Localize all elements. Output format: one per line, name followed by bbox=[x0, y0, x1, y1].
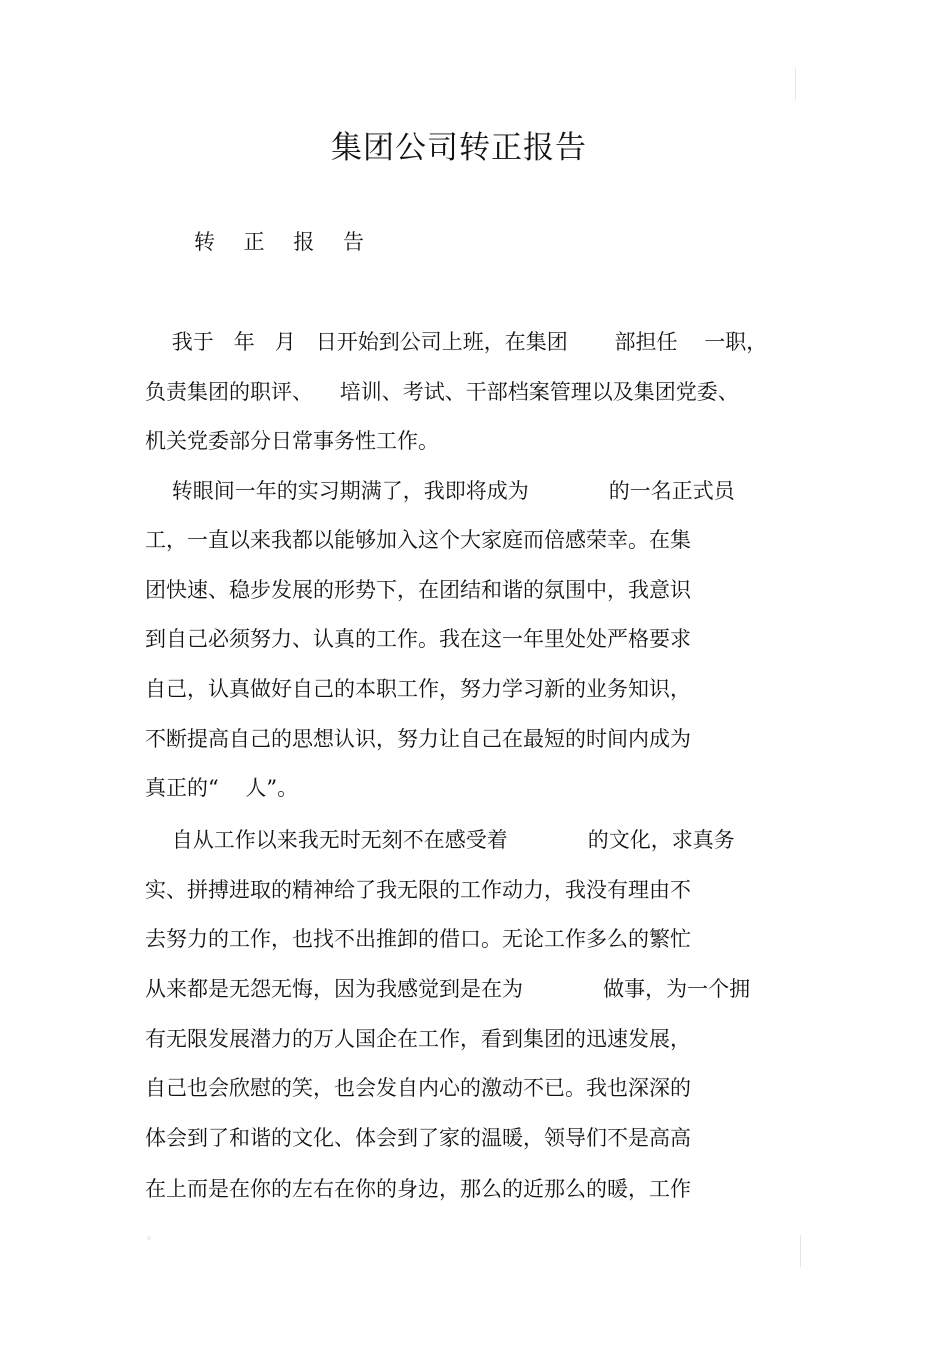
body-line: 自己，认真做好自己的本职工作，努力学习新的业务知识， bbox=[145, 677, 691, 701]
body-line: 在上而是在你的左右在你的身边，那么的近那么的暖，工作 bbox=[145, 1177, 691, 1201]
body-line: 自从工作以来我无时无刻不在感受着 的文化，求真务 bbox=[145, 828, 735, 852]
page-edge-mark-bottom bbox=[800, 1235, 801, 1267]
body-line: 实、拼搏进取的精神给了我无限的工作动力，我没有理由不 bbox=[145, 878, 691, 902]
body-line: 去努力的工作，也找不出推卸的借口。无论工作多么的繁忙 bbox=[145, 927, 691, 951]
body-line: 机关党委部分日常事务性工作。 bbox=[145, 429, 439, 453]
body-line: 不断提高自己的思想认识，努力让自己在最短的时间内成为 bbox=[145, 727, 691, 751]
page-edge-mark-corner bbox=[147, 1236, 151, 1240]
body-line: 从来都是无怨无悔，因为我感觉到是在为 做事，为一个拥 bbox=[145, 977, 751, 1001]
body-line: 我于 年 月 日开始到公司上班，在集团 部担任 一职， bbox=[145, 330, 768, 354]
body-line: 转眼间一年的实习期满了，我即将成为 的一名正式员 bbox=[145, 479, 735, 503]
body-line: 团快速、稳步发展的形势下，在团结和谐的氛围中，我意识 bbox=[145, 578, 691, 602]
page-edge-mark-top bbox=[795, 68, 796, 100]
body-line: 工，一直以来我都以能够加入这个大家庭而倍感荣幸。在集 bbox=[145, 528, 691, 552]
body-line: 到自己必须努力、认真的工作。我在这一年里处处严格要求 bbox=[145, 627, 691, 651]
body-line: 自己也会欣慰的笑，也会发自内心的激动不已。我也深深的 bbox=[145, 1076, 691, 1100]
body-line: 有无限发展潜力的万人国企在工作，看到集团的迅速发展， bbox=[145, 1027, 691, 1051]
body-line: 真正的“ 人”。 bbox=[145, 776, 299, 800]
document-title: 集团公司转正报告 bbox=[331, 130, 587, 166]
document-subtitle: 转 正 报 告 bbox=[194, 230, 376, 254]
body-line: 体会到了和谐的文化、体会到了家的温暖，领导们不是高高 bbox=[145, 1126, 691, 1150]
body-line: 负责集团的职评、 培训、考试、干部档案管理以及集团党委、 bbox=[145, 380, 739, 404]
